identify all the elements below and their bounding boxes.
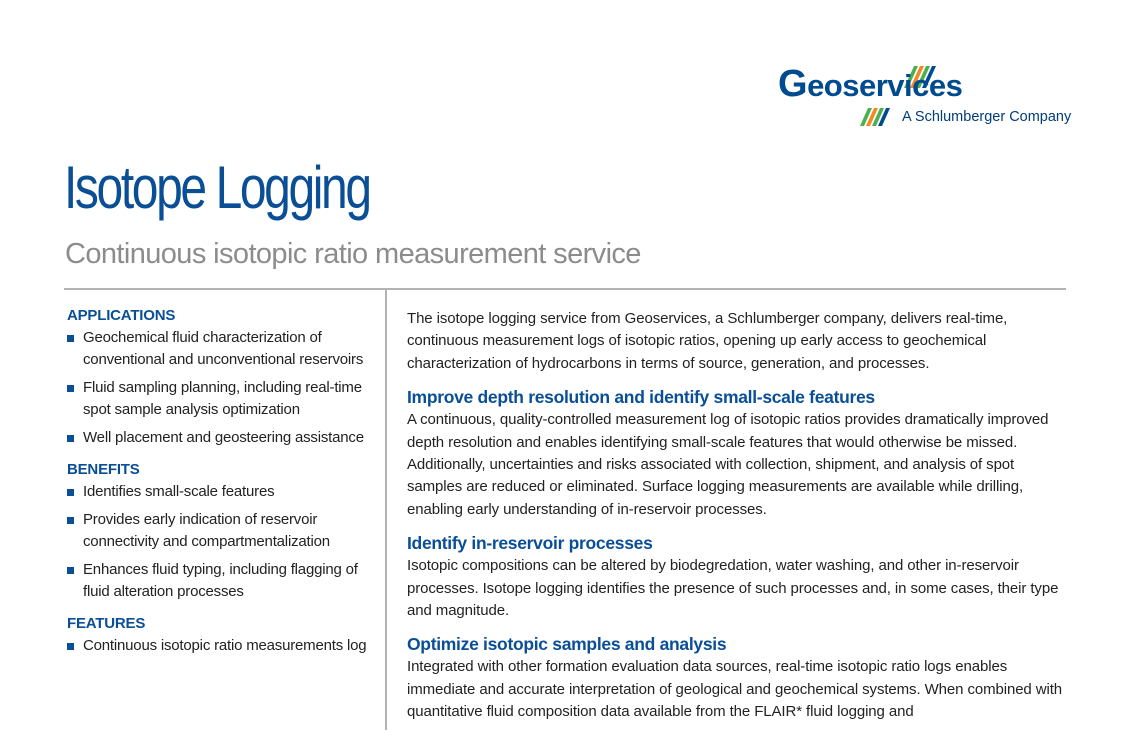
list-item: Geochemical fluid characterization of conventional and unconventional reservoirs — [67, 327, 367, 371]
vertical-divider — [385, 290, 387, 730]
section-body: Isotopic compositions can be altered by biodegredation, water washing, and other in-reservoir processes. Isotope logging identifies the presence of such processes and, in some cases, their type and magnitude. — [407, 557, 1059, 620]
logo-tagline: A Schlumberger Company — [902, 109, 1072, 125]
main-content — [407, 308, 1067, 734]
applications-list — [67, 327, 367, 449]
section-heading: Identify in-reservoir processes — [407, 533, 653, 554]
horizontal-divider — [64, 288, 1066, 290]
brand-logo — [778, 62, 1072, 132]
intro-paragraph: The isotope logging service from Geoservices, a Schlumberger company, delivers real-time, continuous measurement logs of isotopic ratios, opening up early access to geochemical characterization of hydrocarbons in terms of source, generation, and processes. — [407, 310, 1008, 372]
sidebar — [67, 305, 367, 663]
list-item: Enhances fluid typing, including flagging of fluid alteration processes — [67, 559, 367, 603]
section-body: A continuous, quality-controlled measurement log of isotopic ratios provides dramatically improved depth resolution and enables identifying small-scale features that would otherwise be missed. Additionally, uncertainties and risks associated with collection, shipment, and analysis of spot samples are reduced or eliminated. Surface logging measurements are available while drilling, enabling early understanding of in-reservoir processes. — [407, 411, 1049, 518]
list-item: Provides early indication of reservoir connectivity and compartmentalization — [67, 509, 367, 553]
list-item: Continuous isotopic ratio measurements log — [67, 635, 367, 657]
logo-wordmark-rest: eoservices — [807, 68, 963, 103]
list-item: Well placement and geosteering assistance — [67, 427, 367, 449]
features-list — [67, 635, 367, 657]
list-item: Fluid sampling planning, including real-time spot sample analysis optimization — [67, 377, 367, 421]
benefits-heading: BENEFITS — [67, 461, 140, 478]
page-subtitle: Continuous isotopic ratio measurement service — [65, 238, 641, 270]
page-title: Isotope Logging — [64, 154, 370, 221]
list-item: Identifies small-scale features — [67, 481, 367, 503]
applications-heading: APPLICATIONS — [67, 307, 176, 324]
logo-wordmark — [778, 64, 962, 106]
section-heading: Optimize isotopic samples and analysis — [407, 634, 727, 655]
features-heading: FEATURES — [67, 615, 146, 632]
section-body: Integrated with other formation evaluation data sources, real-time isotopic ratio logs enables immediate and accurate interpretation of geological and geochemical systems. When combined with quantitative fluid composition data available from the FLAIR* fluid logging and — [407, 658, 1063, 721]
section-heading: Improve depth resolution and identify small-scale features — [407, 387, 875, 408]
logo-g-letter: G — [778, 63, 808, 105]
benefits-list — [67, 481, 367, 603]
